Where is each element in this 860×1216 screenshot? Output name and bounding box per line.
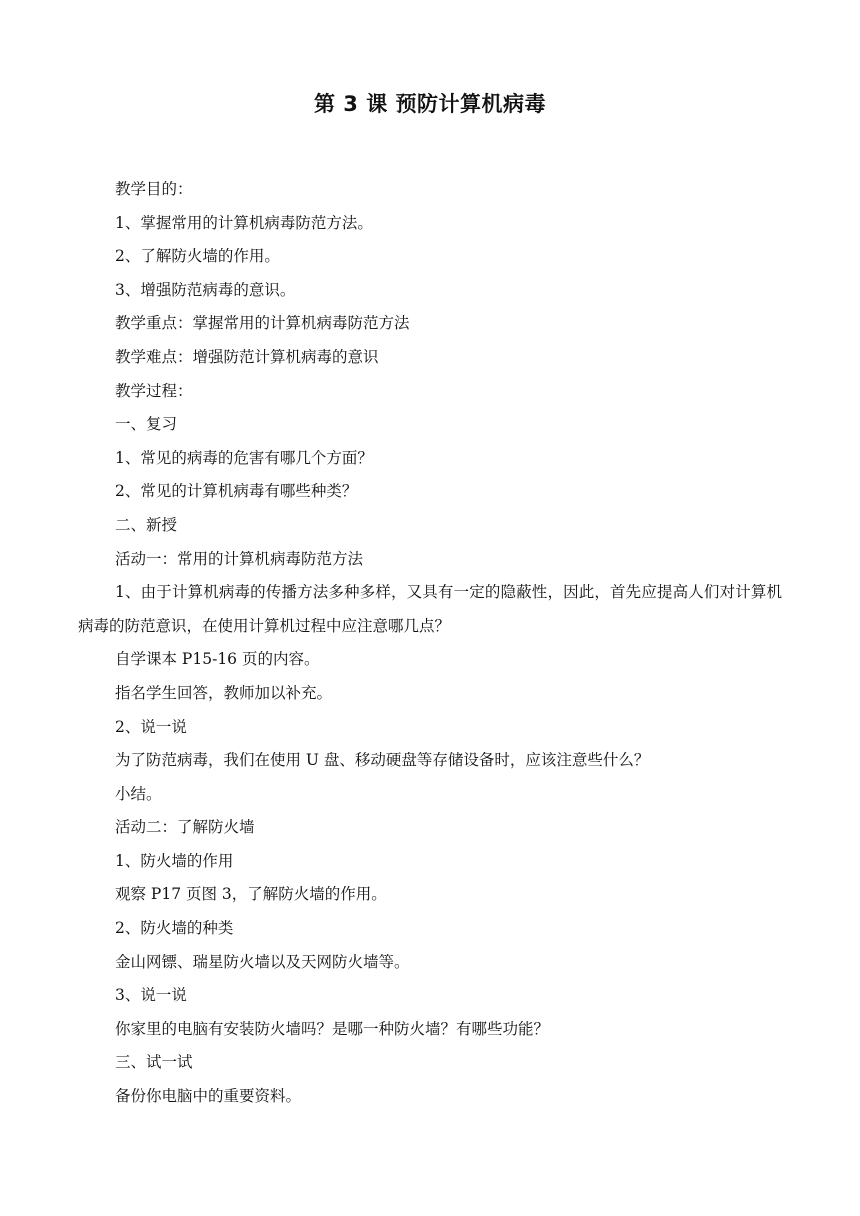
paragraph-home-firewall-question: 你家里的电脑有安装防火墙吗？是哪一种防火墙？有哪些功能？ [115, 1019, 550, 1038]
paragraph-self-study: 自学课本 P15-16 页的内容。 [115, 650, 320, 669]
paragraph-review-q2: 2、常见的计算机病毒有哪些种类？ [115, 482, 358, 501]
paragraph-firewall-examples: 金山网镖、瑞星防火墙以及天网防火墙等。 [115, 952, 410, 971]
paragraph-section-new: 二、新授 [115, 515, 178, 534]
paragraph-usb-question: 为了防范病毒，我们在使用 U 盘、移动硬盘等存储设备时，应该注意些什么？ [115, 751, 650, 770]
paragraph-activity-2: 活动二：了解防火墙 [115, 818, 255, 837]
paragraph-section-review: 一、复习 [115, 415, 178, 434]
paragraph-review-q1: 1、常见的病毒的危害有哪几个方面？ [115, 448, 373, 467]
paragraph-activity-1: 活动一：常用的计算机病毒防范方法 [115, 549, 364, 568]
paragraph-goal-2: 2、了解防火墙的作用。 [115, 247, 280, 266]
paragraph-student-answer: 指名学生回答，教师加以补充。 [115, 683, 333, 702]
paragraph-firewall-types: 2、防火墙的种类 [115, 919, 234, 938]
paragraph-activity-1-item-1: 1、由于计算机病毒的传播方法多种多样，又具有一定的隐蔽性，因此，首先应提高人们对计算机病毒的防范意识，在使用计算机过程中应注意哪几点？ [78, 583, 782, 635]
paragraph-difficult-point: 教学难点：增强防范计算机病毒的意识 [115, 347, 379, 366]
paragraph-teaching-goals-heading: 教学目的： [115, 180, 193, 198]
paragraph-say-1: 2、说一说 [115, 717, 187, 736]
paragraph-goal-1: 1、掌握常用的计算机病毒防范方法。 [115, 213, 373, 232]
document-body [78, 173, 782, 1114]
paragraph-section-try: 三、试一试 [115, 1053, 193, 1072]
paragraph-firewall-role: 1、防火墙的作用 [115, 851, 234, 870]
paragraph-goal-3: 3、增强防范病毒的意识。 [115, 280, 296, 299]
paragraph-say-2: 3、说一说 [115, 986, 187, 1005]
paragraph-backup-task: 备份你电脑中的重要资料。 [115, 1087, 302, 1106]
paragraph-observe-figure: 观察 P17 页图 3，了解防火墙的作用。 [115, 885, 387, 904]
document-title: 第 3 课 预防计算机病毒 [313, 92, 547, 116]
paragraph-summary: 小结。 [115, 784, 162, 803]
paragraph-key-point: 教学重点：掌握常用的计算机病毒防范方法 [115, 314, 410, 333]
paragraph-process-heading: 教学过程： [115, 381, 193, 400]
